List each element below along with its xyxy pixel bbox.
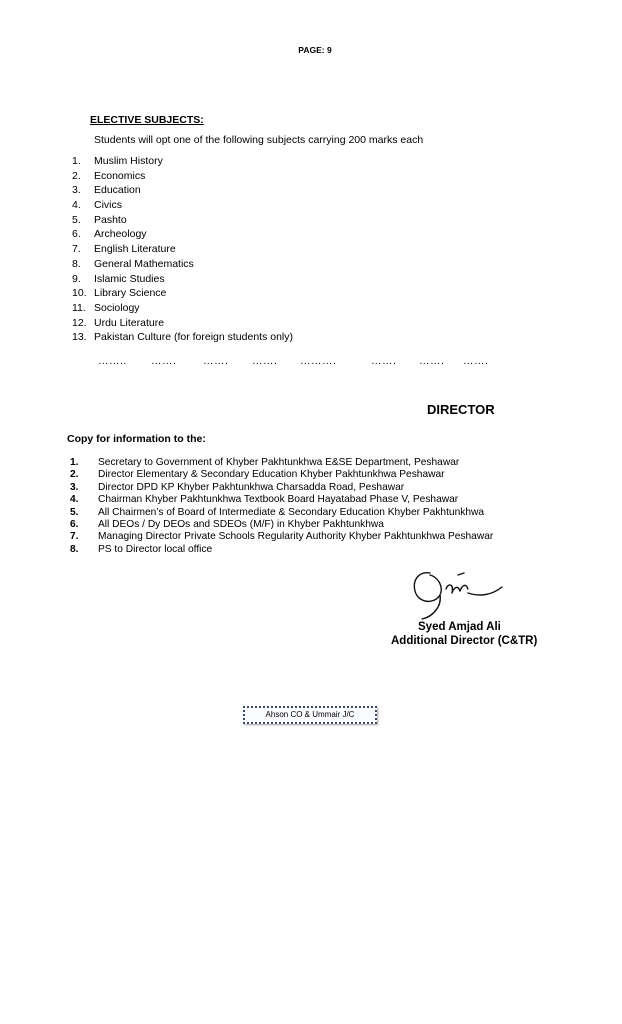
list-item: 7. Managing Director Private Schools Regularity Authority Khyber Pakhtunkhwa Peshawar [70,531,494,543]
list-item: 2. Economics [72,169,146,182]
initials-stamp: Ahson CO & Ummair J/C [243,706,377,724]
list-item: 6. All DEOs / Dy DEOs and SDEOs (M/F) in Khyber Pakhtunkhwa [70,518,384,530]
director-label: DIRECTOR [427,402,495,417]
elective-intro: Students will opt one of the following subjects carrying 200 marks each [94,134,424,146]
list-item: 4. Civics [72,199,122,212]
subject-list [72,154,293,345]
list-item: 3. Education [72,184,141,197]
list-item: 8. General Mathematics [72,257,194,270]
list-item: 11. Sociology [72,301,140,314]
signature-image [408,565,508,625]
list-item: 10. Library Science [72,287,167,300]
list-item: 6. Archeology [72,228,147,241]
copy-list [70,457,493,556]
page-number: PAGE: 9 [298,45,332,55]
list-item: 7. English Literature [72,243,176,256]
copy-heading: Copy for information to the: [67,433,206,445]
list-item: 5. All Chairmen’s of Board of Intermediate & Secondary Education Khyber Pakhtunkhwa [70,506,485,518]
list-item: 5. Pashto [72,213,127,226]
signatory-name: Syed Amjad Ali [418,621,501,633]
list-item: 9. Islamic Studies [72,272,165,285]
list-item: 8. PS to Director local office [70,543,213,555]
elective-heading: ELECTIVE SUBJECTS: [90,114,204,126]
list-item: 4. Chairman Khyber Pakhtunkhwa Textbook Board Hayatabad Phase V, Peshawar [70,494,459,506]
list-item: 3. Director DPD KP Khyber Pakhtunkhwa Charsadda Road, Peshawar [70,481,405,493]
list-item: 13. Pakistan Culture (for foreign students only) [72,331,294,344]
list-item: 1. Muslim History [72,155,163,167]
list-item: 1. Secretary to Government of Khyber Pakhtunkhwa E&SE Department, Peshawar [70,457,460,468]
list-item: 2. Director Elementary & Secondary Education Khyber Pakhtunkhwa Peshawar [70,469,445,481]
signatory-title: Additional Director (C&TR) [391,635,538,647]
list-item: 12. Urdu Literature [72,316,165,329]
